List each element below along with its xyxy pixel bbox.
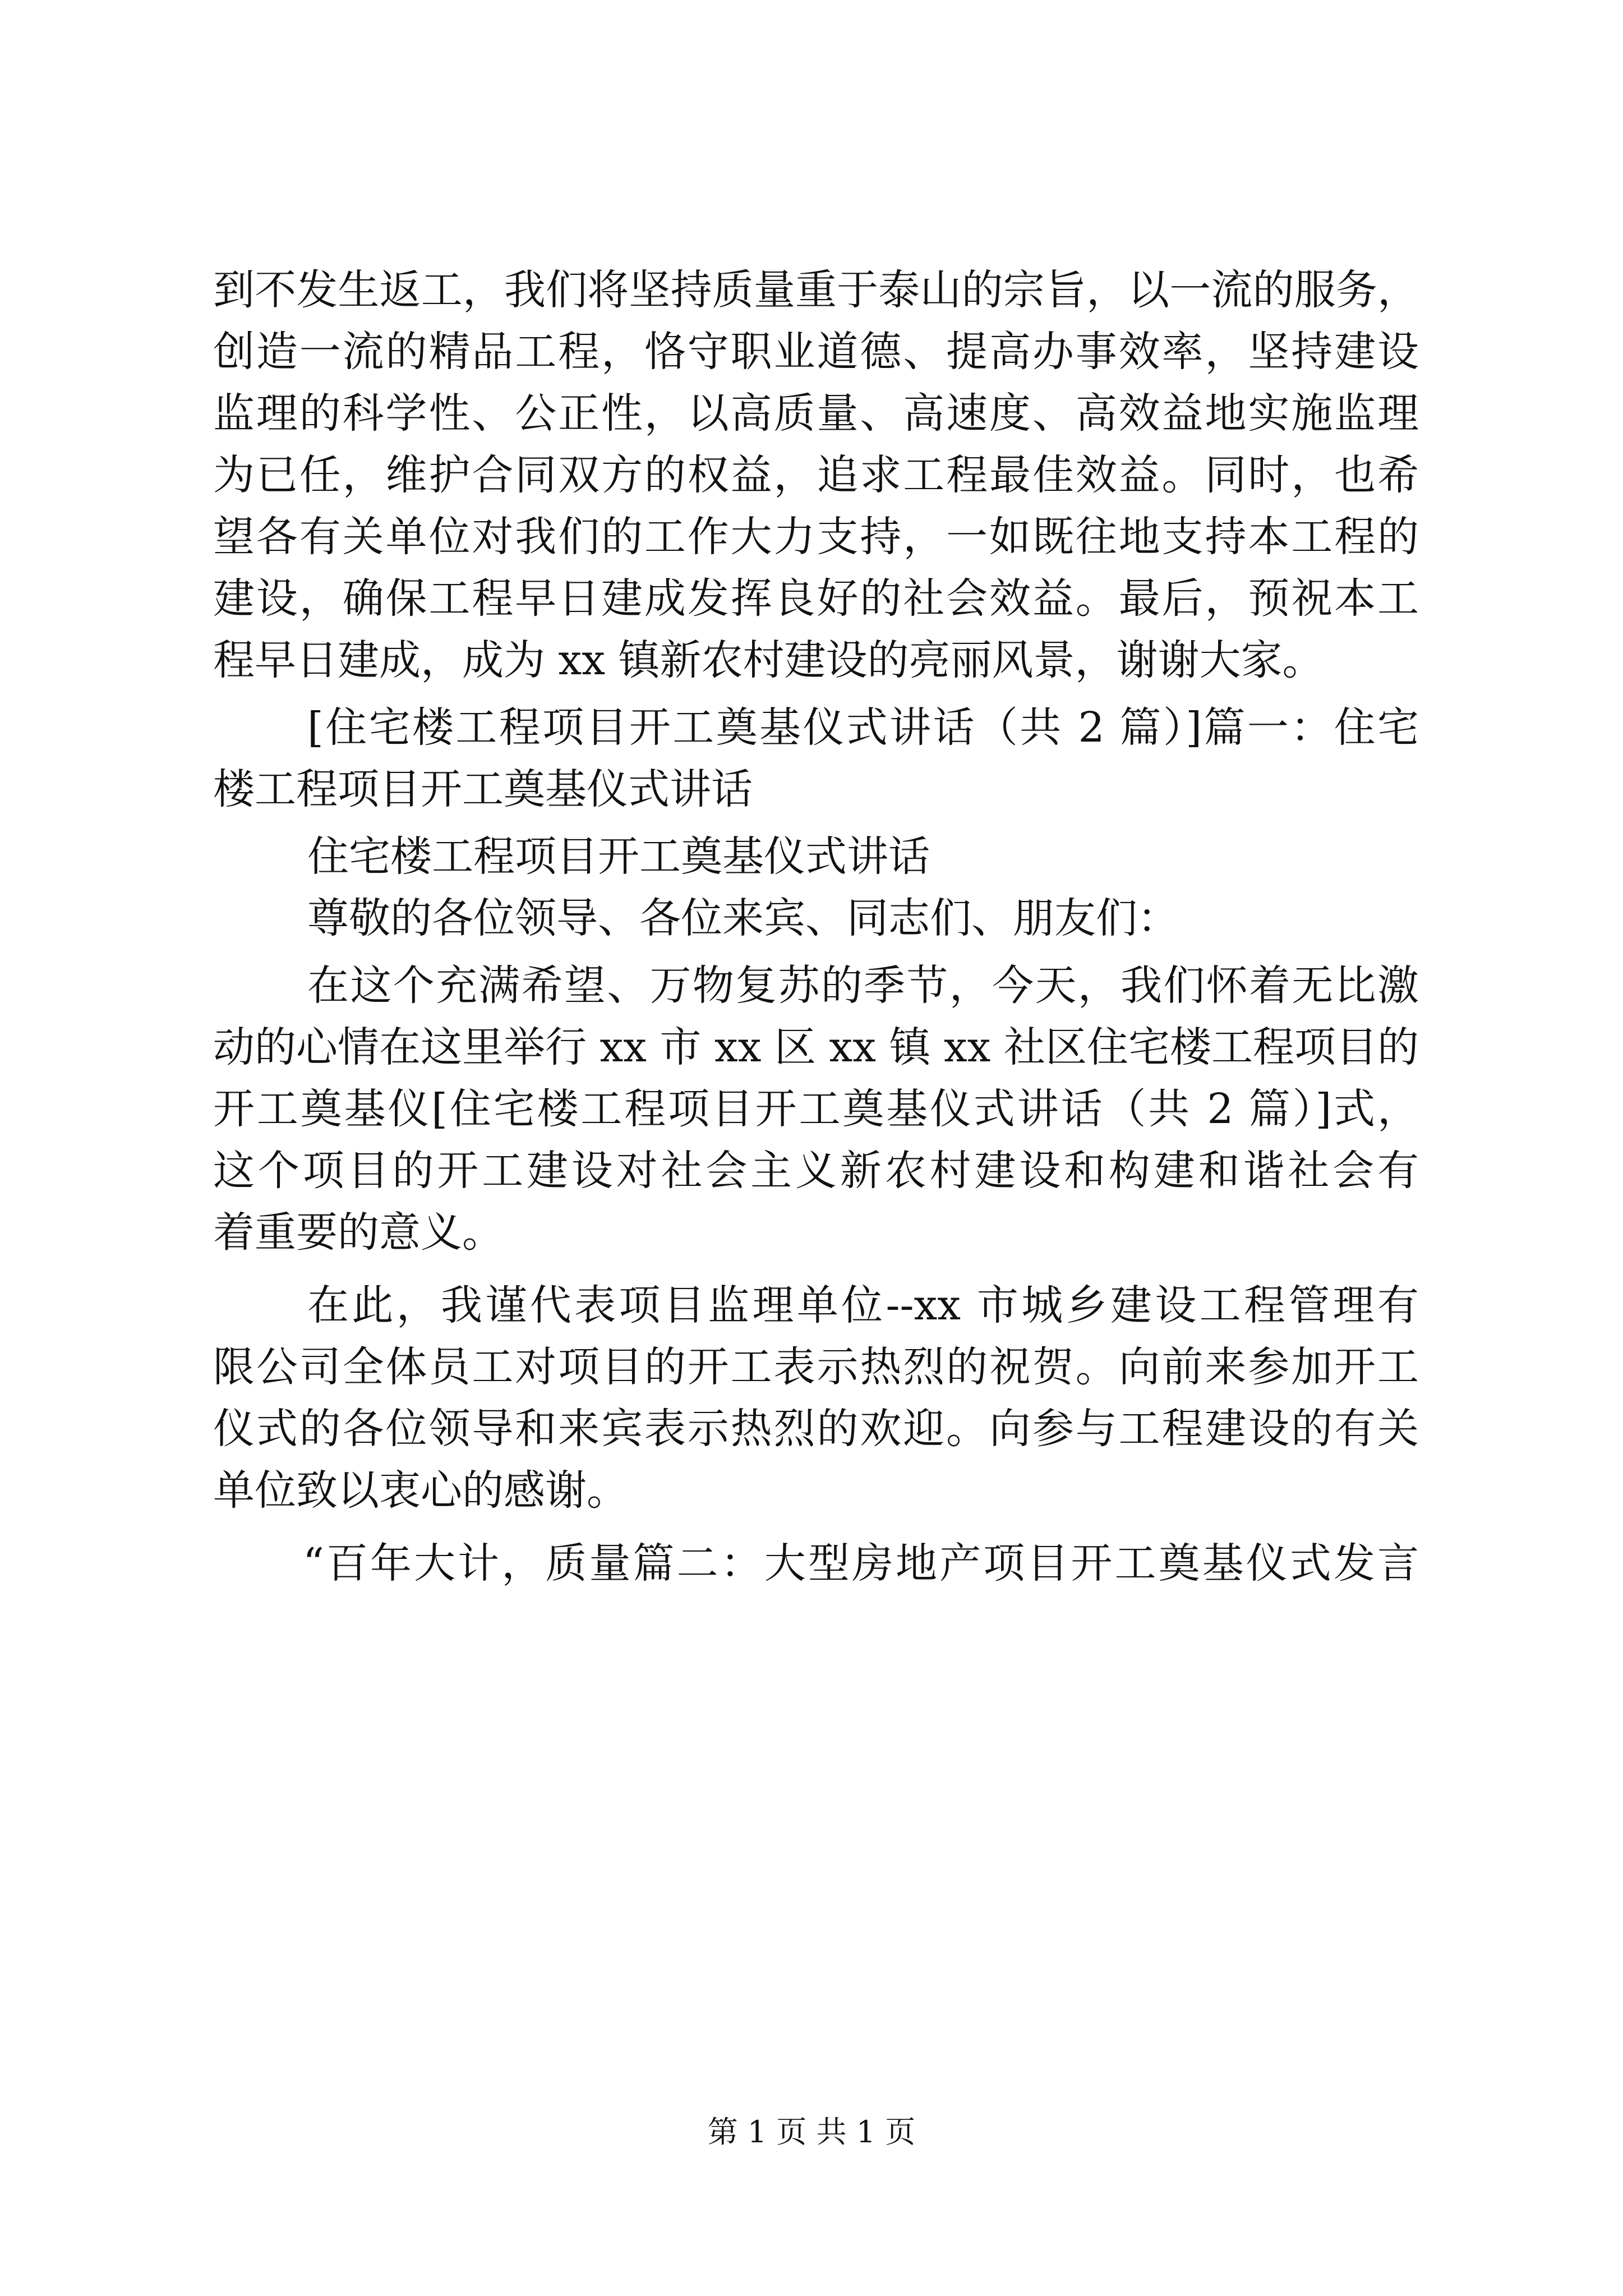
salutation: 尊敬的各位领导、各位来宾、同志们、朋友们：	[307, 894, 1179, 942]
paragraph-line: [住宅楼工程项目开工奠基仪式讲话（共 2 篇）]篇一：住宅	[307, 703, 1419, 752]
paragraph-line: 动的心情在这里举行 xx 市 xx 区 xx 镇 xx 社区住宅楼工程项目的	[213, 1023, 1419, 1071]
paragraph-line: “百年大计，质量篇二：大型房地产项目开工奠基仪式发言	[303, 1539, 1419, 1588]
paragraph-line: 楼工程项目开工奠基仪式讲话	[213, 765, 753, 813]
paragraph-line: 监理的科学性、公正性，以高质量、高速度、高效益地实施监理	[213, 389, 1419, 438]
paragraph-line: 在此，我谨代表项目监理单位--xx 市城乡建设工程管理有	[307, 1281, 1419, 1329]
paragraph-line: 开工奠基仪[住宅楼工程项目开工奠基仪式讲话（共 2 篇）]式，	[213, 1085, 1419, 1133]
paragraph-line: 在这个充满希望、万物复苏的季节，今天，我们怀着无比激	[307, 961, 1419, 1010]
page-footer: 第 1 页 共 1 页	[707, 2114, 916, 2150]
paragraph-line: 单位致以衷心的感谢。	[213, 1466, 628, 1515]
paragraph-line: 仪式的各位领导和来宾表示热烈的欢迎。向参与工程建设的有关	[213, 1405, 1419, 1453]
paragraph-line: 着重要的意义。	[213, 1208, 504, 1257]
paragraph-line: 望各有关单位对我们的工作大力支持，一如既往地支持本工程的	[213, 513, 1419, 561]
paragraph-line: 程早日建成，成为 xx 镇新农村建设的亮丽风景，谢谢大家。	[213, 636, 1324, 684]
paragraph-line: 到不发生返工，我们将坚持质量重于泰山的宗旨，以一流的服务，	[213, 266, 1419, 314]
paragraph-line: 限公司全体员工对项目的开工表示热烈的祝贺。向前来参加开工	[213, 1343, 1419, 1391]
paragraph-line: 为已任，维护合同双方的权益，追求工程最佳效益。同时，也希	[213, 451, 1419, 499]
paragraph-line: 建设，确保工程早日建成发挥良好的社会效益。最后，预祝本工	[213, 574, 1419, 623]
paragraph-line: 这个项目的开工建设对社会主义新农村建设和构建和谐社会有	[213, 1147, 1419, 1195]
section-title: 住宅楼工程项目开工奠基仪式讲话	[307, 832, 930, 881]
paragraph-line: 创造一流的精品工程，恪守职业道德、提高办事效率，坚持建设	[213, 328, 1419, 376]
